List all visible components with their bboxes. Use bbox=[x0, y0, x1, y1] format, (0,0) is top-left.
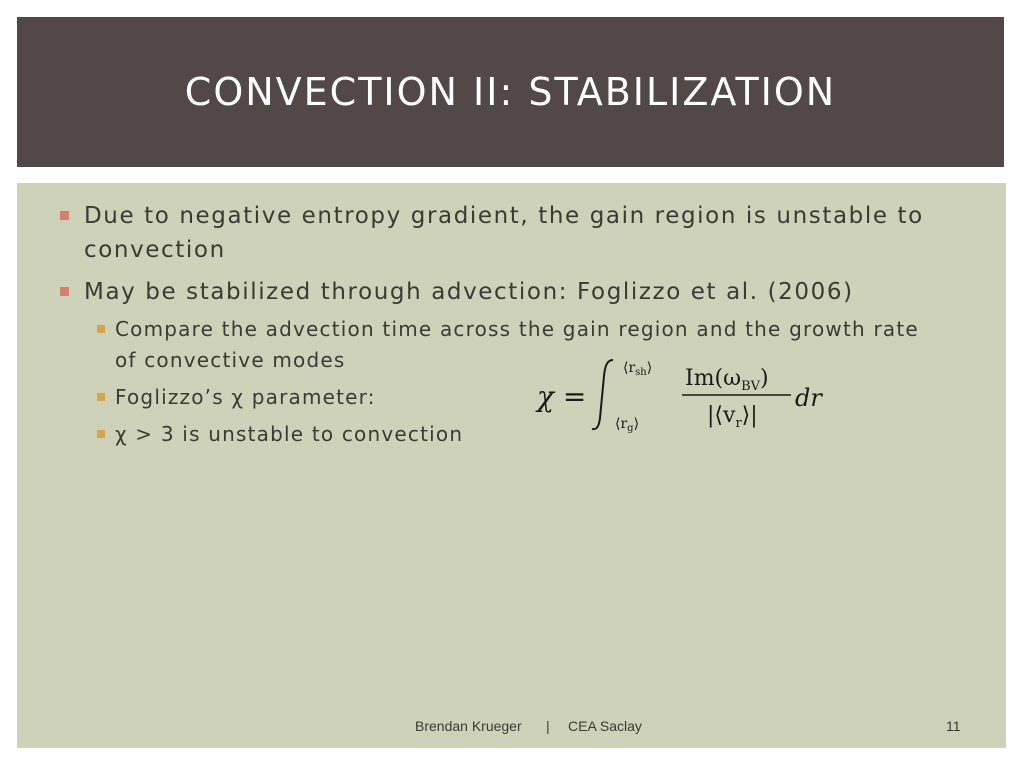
content-panel bbox=[17, 183, 1006, 748]
lower-limit: $⟨r_g⟩$ bbox=[615, 416, 640, 434]
square-bullet-icon bbox=[97, 325, 105, 333]
sub-bullet-item bbox=[97, 382, 497, 413]
integral-sign-icon bbox=[592, 360, 613, 429]
chi-formula bbox=[535, 350, 835, 440]
page-number: 11 bbox=[946, 718, 961, 734]
bullet-item bbox=[60, 199, 940, 267]
footer-author: Brendan Krueger bbox=[415, 718, 522, 734]
bullet-text: May be stabilized through advection: Foglizzo et al. (2006) bbox=[84, 279, 854, 305]
formula-lhs: χ = bbox=[537, 380, 587, 413]
sub-bullet-text: χ > 3 is unstable to convection bbox=[115, 422, 464, 446]
footer-separator: | bbox=[546, 718, 550, 734]
title-bar bbox=[17, 17, 1004, 167]
sub-bullet-item bbox=[97, 419, 497, 450]
bullet-text: Due to negative entropy gradient, the gain region is unstable to convection bbox=[84, 203, 924, 263]
sub-bullet-text: Foglizzo’s χ parameter: bbox=[115, 385, 376, 409]
sub-bullet-text: Compare the advection time across the gain region and the growth rate of convective modes bbox=[115, 317, 919, 372]
square-bullet-icon bbox=[60, 211, 69, 220]
square-bullet-icon bbox=[60, 287, 69, 296]
slide-title: CONVECTION II: STABILIZATION bbox=[184, 70, 837, 114]
fraction-denominator: $|⟨v_r⟩|$ bbox=[707, 403, 758, 431]
differential: dr bbox=[795, 384, 822, 412]
bullet-item bbox=[60, 275, 940, 309]
square-bullet-icon bbox=[97, 430, 105, 438]
footer-affiliation: CEA Saclay bbox=[568, 718, 642, 734]
upper-limit: $⟨r_{sh}⟩$ bbox=[623, 360, 653, 378]
fraction-numerator: $Im(\omega_{BV})$ bbox=[685, 366, 769, 394]
square-bullet-icon bbox=[97, 393, 105, 401]
